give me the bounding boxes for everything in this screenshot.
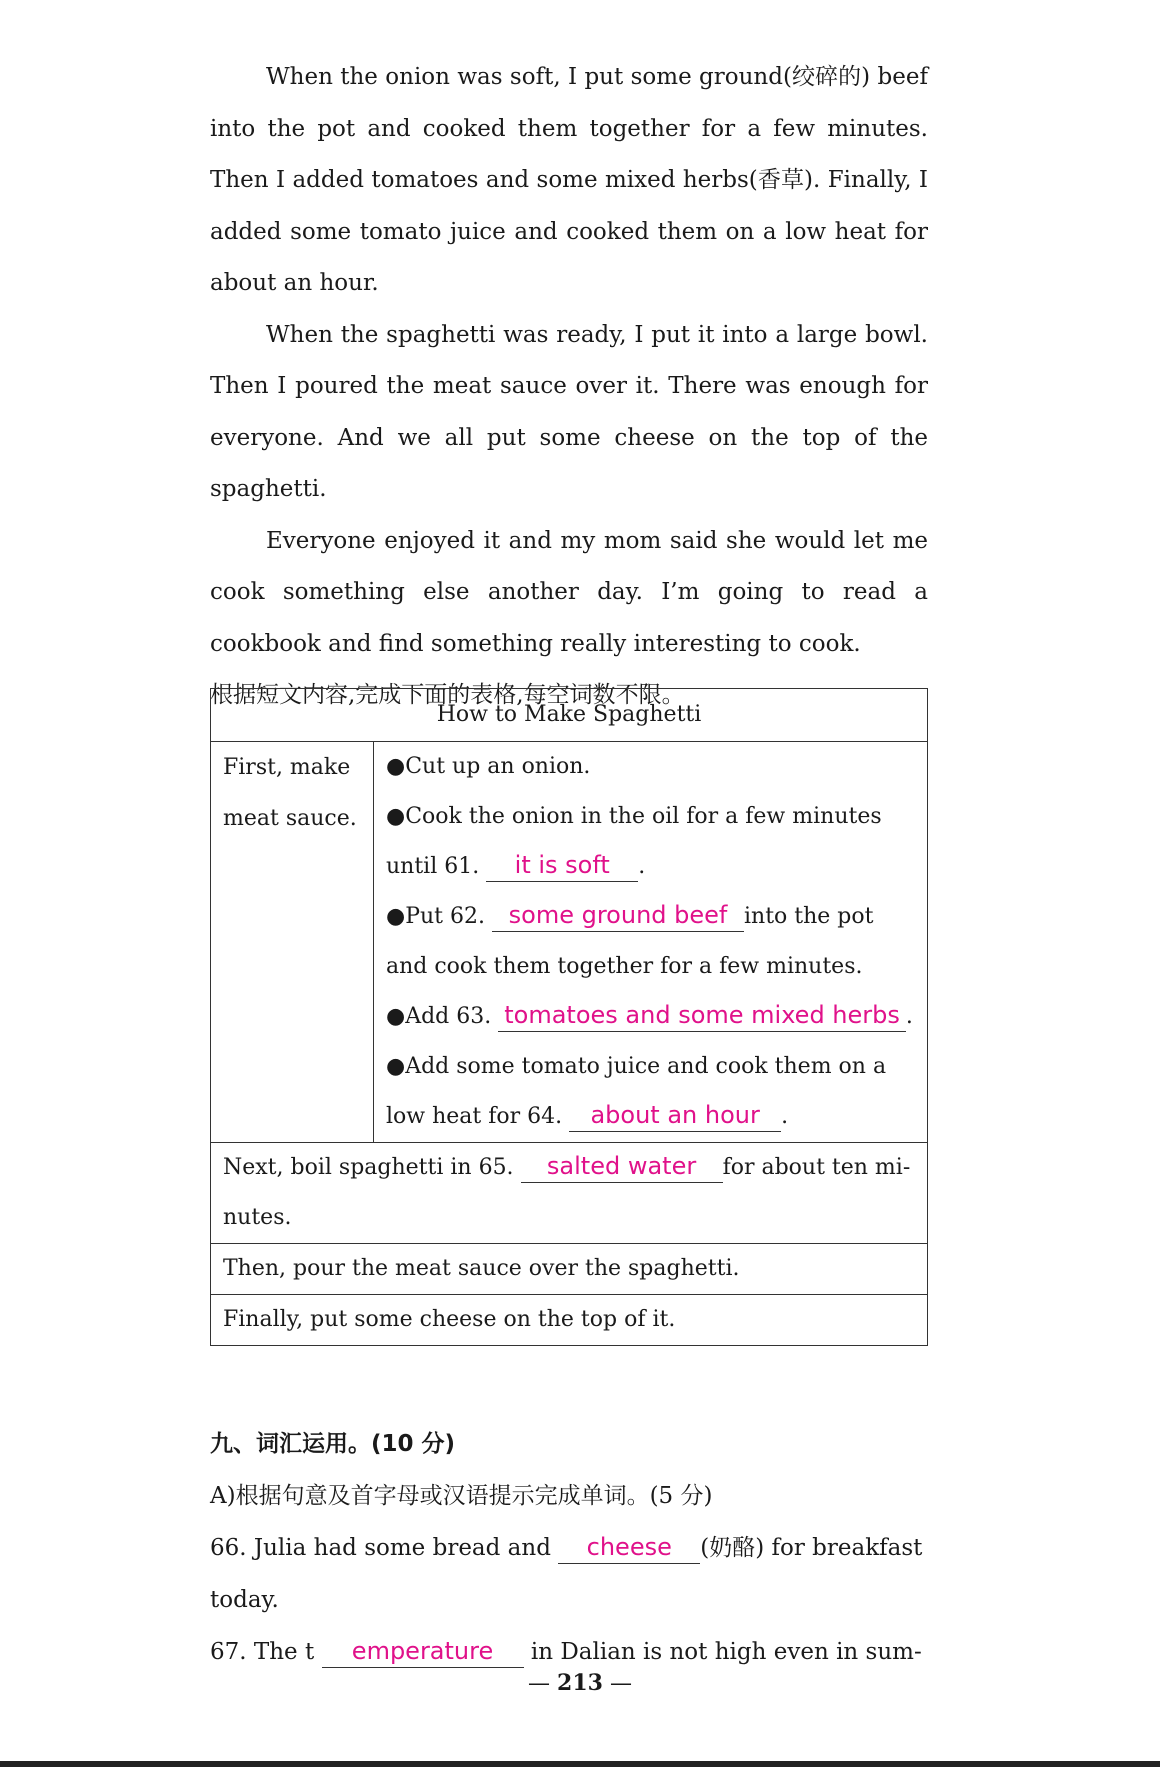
answer-64[interactable]: about an hour — [569, 1099, 781, 1132]
passage-paragraph-3: Everyone enjoyed it and my mom said she would let me cook something else another day. I’m going to read a cookbook and find something really interesting to cook. — [210, 527, 928, 657]
answer-61[interactable]: it is soft — [486, 849, 638, 882]
bullet-5: ●Add some tomato juice and cook them on a low heat for 64. about an hour . — [386, 1042, 915, 1142]
section-9-heading: 九、词汇运用。(10 分) — [210, 1431, 456, 1457]
step-next: Next, boil spaghetti in 65. salted water for about ten minutes. — [211, 1143, 928, 1244]
answer-67[interactable]: emperature — [322, 1635, 524, 1668]
step-finally: Finally, put some cheese on the top of it. — [211, 1295, 928, 1346]
passage-paragraph-1: When the onion was soft, I put some ground(绞碎的) beef into the pot and cooked them together for a few minutes. Then I added tomatoes and some mixed herbs(香草). Finally, I added some tomato juice and cooked them on a low heat for about an hour. — [210, 64, 928, 296]
answer-63[interactable]: tomatoes and some mixed herbs — [498, 999, 906, 1032]
answer-66[interactable]: cheese — [558, 1531, 700, 1564]
reading-passage — [210, 52, 928, 722]
section-9-part-a: A)根据句意及首字母或汉语提示完成单词。(5 分) — [210, 1483, 713, 1509]
bullet-4: ●Add 63. tomatoes and some mixed herbs . — [386, 992, 915, 1042]
bullet-2: ●Cook the onion in the oil for a few minutes until 61. it is soft . — [386, 792, 915, 892]
bullet-1: ●Cut up an onion. — [386, 754, 591, 779]
task-instruction: 根据短文内容,完成下面的表格,每空词数不限。 — [210, 682, 685, 708]
table-title: How to Make Spaghetti — [211, 689, 928, 742]
answer-65[interactable]: salted water — [521, 1150, 723, 1183]
bullet-3: ●Put 62. some ground beef into the pot and cook them together for a few minutes. — [386, 901, 874, 979]
question-67: 67. The t emperature in Dalian is not high even in sum- — [210, 1626, 928, 1678]
step-label-first: First, make meat sauce. — [211, 742, 374, 1143]
bottom-edge-bar — [0, 1761, 1160, 1767]
step-bullets — [374, 742, 928, 1143]
recipe-table — [210, 688, 928, 1346]
question-66: 66. Julia had some bread and cheese (奶酪) for breakfast today. — [210, 1533, 923, 1613]
page-number: — 213 — — [528, 1670, 632, 1696]
answer-62[interactable]: some ground beef — [492, 899, 744, 932]
step-then: Then, pour the meat sauce over the spaghetti. — [211, 1244, 928, 1295]
passage-paragraph-2: When the spaghetti was ready, I put it into a large bowl. Then I poured the meat sauce over it. There was enough for everyone. And we all put some cheese on the top of the spaghetti. — [210, 321, 928, 502]
